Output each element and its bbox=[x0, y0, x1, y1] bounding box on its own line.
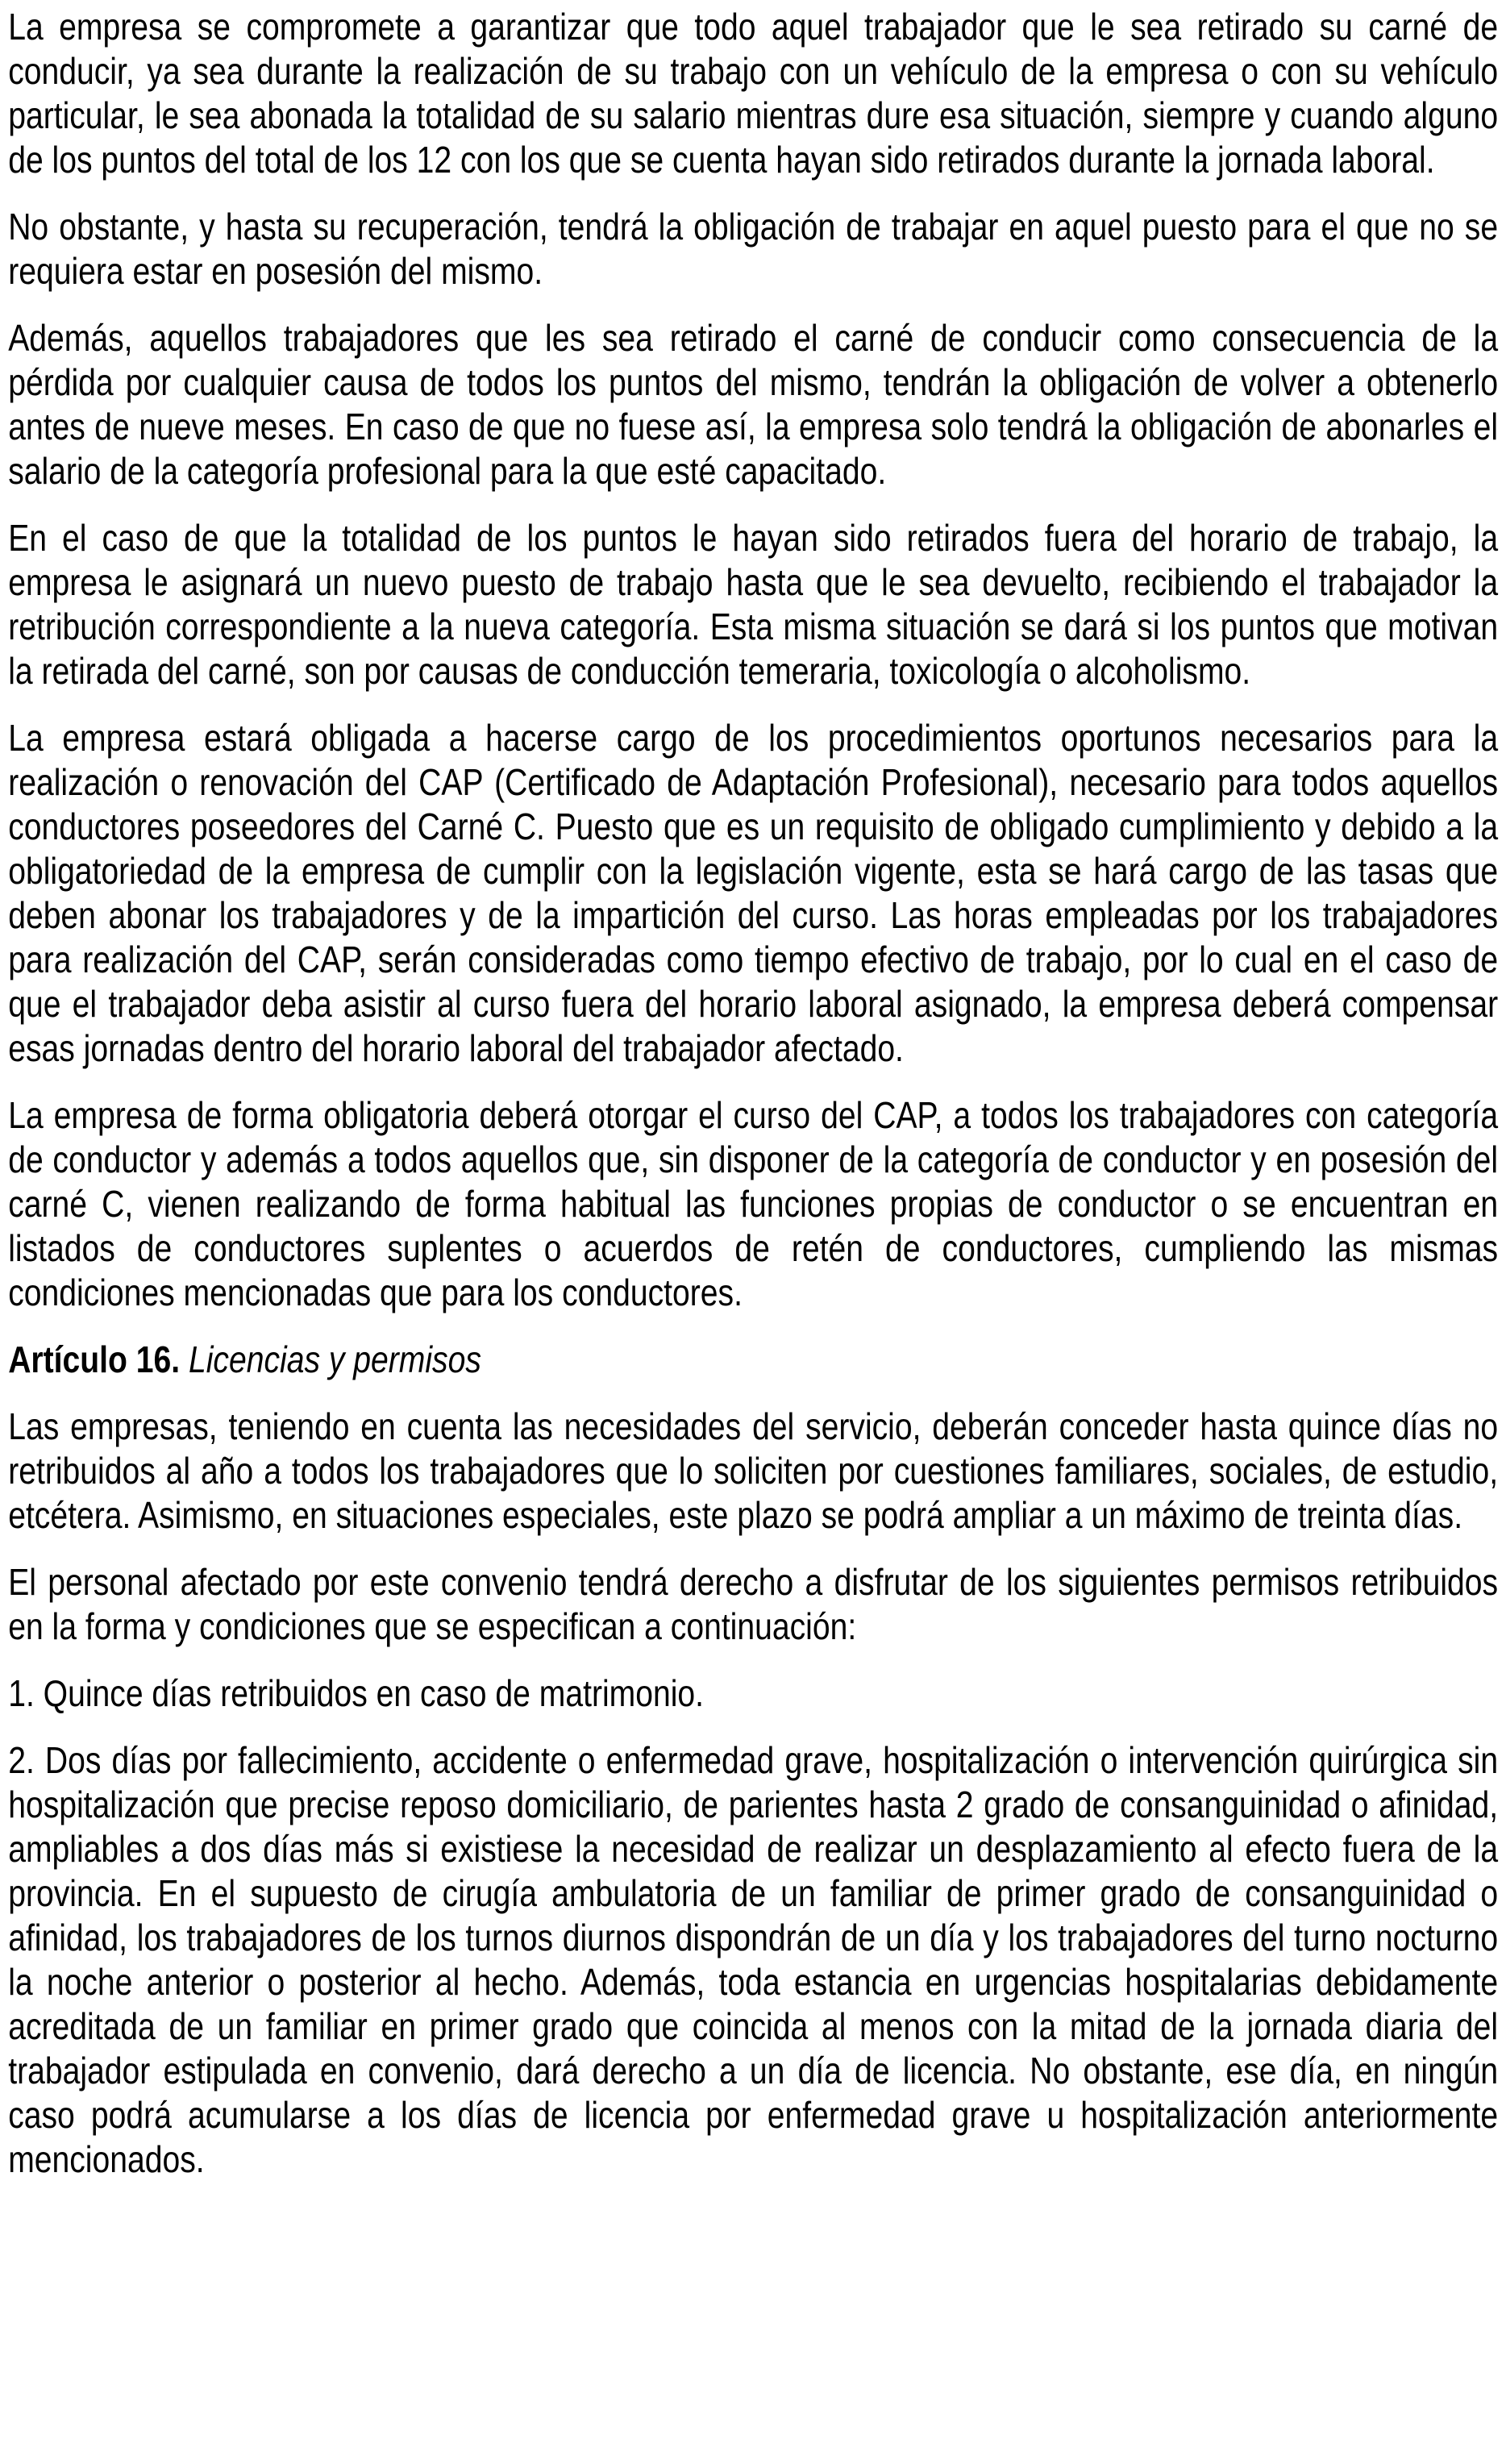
paragraph-dias-no-retribuidos: Las empresas, teniendo en cuenta las necesidades del servicio, deberán conceder hasta quince días no retribuidos al año a todos los trabajadores que lo soliciten por cuestiones familiares, sociales, de estudio, etcétera. Asimismo, en situaciones especiales, este plazo se podrá ampliar a un máximo de treinta días. bbox=[8, 1405, 1499, 1536]
article-number: Artículo 16. bbox=[8, 1338, 181, 1380]
paragraph-carne-retirado: La empresa se compromete a garantizar que todo aquel trabajador que le sea retirado su carné de conducir, ya sea durante la realización de su trabajo con un vehículo de la empresa o con su vehículo particular, le sea abonada la totalidad de su salario mientras dure esa situación, siempre y cuando alguno de los puntos del total de los 12 con los que se cuenta hayan sido retirados durante la jornada laboral. bbox=[8, 6, 1499, 181]
paragraph-cap-curso-obligatorio: La empresa de forma obligatoria deberá otorgar el curso del CAP, a todos los trabajadores con categoría de conductor y además a todos aquellos que, sin disponer de la categoría de conductor y en posesión del carné C, vienen realizando de forma habitual las funciones propias de conductor o se encuentran en listados de conductores suplentes o acuerdos de retén de conductores, cumpliendo las mismas condiciones mencionadas que para los conductores. bbox=[8, 1094, 1499, 1313]
paragraph-no-obstante: No obstante, y hasta su recuperación, tendrá la obligación de trabajar en aquel puesto para el que no se requiera estar en posesión del mismo. bbox=[8, 206, 1499, 292]
paragraph-permisos-retribuidos-intro: El personal afectado por este convenio tendrá derecho a disfrutar de los siguientes permisos retribuidos en la forma y condiciones que se especifican a continuación: bbox=[8, 1561, 1499, 1647]
paragraph-retirada-fuera-horario: En el caso de que la totalidad de los puntos le hayan sido retirados fuera del horario de trabajo, la empresa le asignará un nuevo puesto de trabajo hasta que le sea devuelto, recibiendo el trabajador la retribución correspondiente a la nueva categoría. Esta misma situación se dará si los puntos que motivan la retirada del carné, son por causas de conducción temeraria, toxicología o alcoholismo. bbox=[8, 517, 1499, 692]
list-item-1-matrimonio: 1. Quince días retribuidos en caso de matrimonio. bbox=[8, 1672, 705, 1714]
paragraph-perdida-puntos: Además, aquellos trabajadores que les sea retirado el carné de conducir como consecuencia de la pérdida por cualquier causa de todos los puntos del mismo, tendrán la obligación de volver a obtenerlo antes de nueve meses. En caso de que no fuese así, la empresa solo tendrá la obligación de abonarles el salario de la categoría profesional para la que esté capacitado. bbox=[8, 317, 1499, 492]
article-title: Licencias y permisos bbox=[189, 1338, 481, 1380]
list-item-2-fallecimiento: 2. Dos días por fallecimiento, accidente o enfermedad grave, hospitalización o intervención quirúrgica sin hospitalización que precise reposo domiciliario, de parientes hasta 2 grado de consanguinidad o afinidad, ampliables a dos días más si existiese la necesidad de realizar un desplazamiento al efecto fuera de la provincia. En el supuesto de cirugía ambulatoria de un familiar de primer grado de consanguinidad o afinidad, los trabajadores de los turnos diurnos dispondrán de un día y los trabajadores del turno nocturno la noche anterior o posterior al hecho. Además, toda estancia en urgencias hospitalarias debidamente acreditada de un familiar en primer grado que coincida al menos con la mitad de la jornada diaria del trabajador estipulada en convenio, dará derecho a un día de licencia. No obstante, ese día, en ningún caso podrá acumularse a los días de licencia por enfermedad grave u hospitalización anteriormente mencionados. bbox=[8, 1739, 1499, 2180]
article-16-heading bbox=[8, 1338, 1498, 1382]
paragraph-cap-obligaciones: La empresa estará obligada a hacerse cargo de los procedimientos oportunos necesarios para la realización o renovación del CAP (Certificado de Adaptación Profesional), necesario para todos aquellos conductores poseedores del Carné C. Puesto que es un requisito de obligado cumplimiento y debido a la obligatoriedad de la empresa de cumplir con la legislación vigente, esta se hará cargo de las tasas que deben abonar los trabajadores y de la impartición del curso. Las horas empleadas por los trabajadores para realización del CAP, serán consideradas como tiempo efectivo de trabajo, por lo cual en el caso de que el trabajador deba asistir al curso fuera del horario laboral asignado, la empresa deberá compensar esas jornadas dentro del horario laboral del trabajador afectado. bbox=[8, 717, 1499, 1069]
